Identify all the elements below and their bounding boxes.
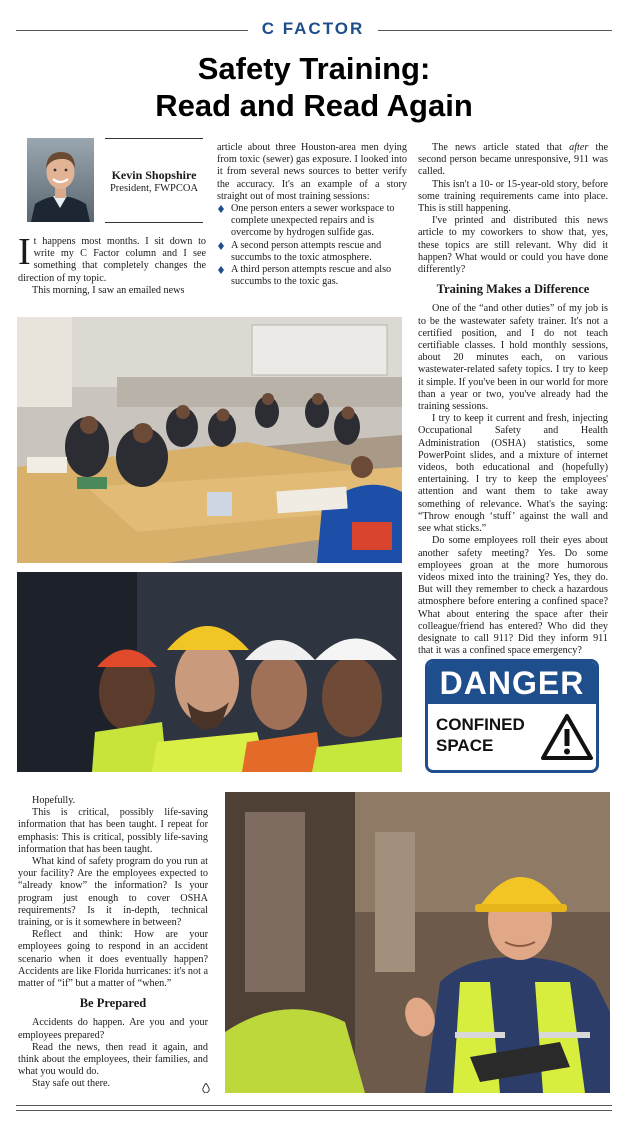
- danger-confined-space-sign: [425, 659, 599, 773]
- bullet-list: [217, 203, 407, 288]
- paragraph: Hopefully.: [32, 795, 76, 806]
- subheading: Be Prepared: [79, 996, 147, 1011]
- subheading: Training Makes a Difference: [436, 282, 590, 297]
- header-rule-right: [378, 30, 612, 31]
- classroom-photo: [17, 317, 402, 563]
- paragraph: I try to keep it current and fresh, injecting Occupational Safety and Health Administration (OSHA) statistics, some PowerPoint slides, and a mixture of internet videos, both educational and (hopefully) entertaining. I try to keep the employees' attention and want them to take away something of relevance. What's the saying: “Throw enough ‘stuff’ against the wall and see what sticks.”: [418, 413, 608, 535]
- paragraph: This is critical, possibly life-saving information that has been taught. I repeat for emphasis: This is critical, possibly life-saving information that has been taught.: [18, 807, 208, 855]
- diamond-bullet-icon: [218, 242, 224, 250]
- list-item: A second person attempts rescue and succumbs to the toxic atmosphere.: [217, 240, 407, 264]
- author-rule-top: [105, 138, 203, 139]
- danger-sign-text: CONFINED SPACE: [436, 715, 525, 755]
- column-1-bottom: [18, 795, 208, 1091]
- intro-paragraph: It happens most months. I sit down to write my C Factor column and I see something that completely changes the direction of my topic.: [18, 231, 206, 284]
- paragraph: The news article stated that after the second person became unresponsive, 911 was called.: [418, 142, 608, 178]
- warning-triangle-icon: [540, 712, 594, 762]
- column-2-top: [217, 142, 407, 288]
- footer-rule-2: [16, 1110, 612, 1111]
- footer-rule-1: [16, 1105, 612, 1106]
- paragraph: Accidents do happen. Are you and your employees prepared?: [18, 1017, 208, 1041]
- danger-header: DANGER: [428, 662, 596, 704]
- paragraph: This isn't a 10- or 15-year-old story, before some training requirements came into place. This is still happening.: [418, 178, 608, 215]
- end-of-article-drop-icon: [202, 1083, 210, 1093]
- list-item: A third person attempts rescue and also succumbs to the toxic gas.: [217, 264, 407, 288]
- author-rule-bottom: [105, 222, 203, 223]
- paragraph: Stay safe out there.: [32, 1078, 111, 1090]
- author-title: President, FWPCOA: [109, 183, 199, 194]
- drop-cap: I: [18, 231, 31, 273]
- paragraph: Do some employees roll their eyes about another safety meeting? Yes. Do some employees groan at the more humorous videos mixed into the training? Yes, they do. But will they remember to check a hazardous atmosphere before entering a confined space? What about entering the space after their colleague/friend has entered? Who did they designate to call 911? Did they inform 911 that it was a confined space emergency?: [418, 535, 608, 657]
- paragraph: article about three Houston-area men dying from toxic (sewer) gas exposure. I looked into it from several news sources to better verify the accuracy. It's an example of a story straight out of most training sessions:: [217, 142, 407, 202]
- paragraph: I've printed and distributed this news article to my coworkers to show that, yes, these topics are still relevant. Why did it happen? What would or could you have done differently?: [418, 215, 608, 276]
- author-name: Kevin Shopshire: [111, 168, 197, 182]
- paragraph: Reflect and think: How are your employees going to respond in an accident scenario when it does eventually happen? Accidents are like Florida hurricanes: it's not a matter of “if” but a matter of “when.”: [18, 929, 208, 990]
- author-photo: [27, 138, 94, 222]
- headline-line-2: Read and Read Again: [155, 88, 473, 123]
- headline-line-1: Safety Training:: [197, 51, 431, 86]
- paragraph: What kind of safety program do you run at your facility? Are the employees expected to “already know” the information? Is your program just enough to cover OSHA requirements? Is it in-depth, technical training, or is it somewhere in between?: [18, 856, 208, 929]
- diamond-bullet-icon: [218, 205, 224, 213]
- diamond-bullet-icon: [218, 266, 224, 274]
- paragraph: One of the “and other duties” of my job is to be the wastewater safety trainer. It's not a certified position, and I do not teach certifiable classes. I hold monthly sessions, about 20 minutes each, on various wastewater-related safety topics. I try to keep it simple. If you've been in our world for more than a year or two, you've already had the training sessions.: [418, 303, 608, 413]
- header-rule-left: [16, 30, 248, 31]
- paragraph: Read the news, then read it again, and think about the employees, their families, and what you would do.: [18, 1041, 208, 1078]
- column-1-top: [18, 231, 206, 297]
- workers-hardhat-photo: [17, 572, 402, 772]
- safety-supervisor-photo: [225, 792, 610, 1093]
- section-label: C FACTOR: [261, 19, 365, 38]
- column-3: [418, 142, 608, 657]
- headline: [0, 50, 628, 124]
- list-item: One person enters a sewer workspace to complete unexpected repairs and is overcome by hydrogen sulfide gas.: [217, 203, 407, 240]
- paragraph: This morning, I saw an emailed news: [32, 284, 185, 296]
